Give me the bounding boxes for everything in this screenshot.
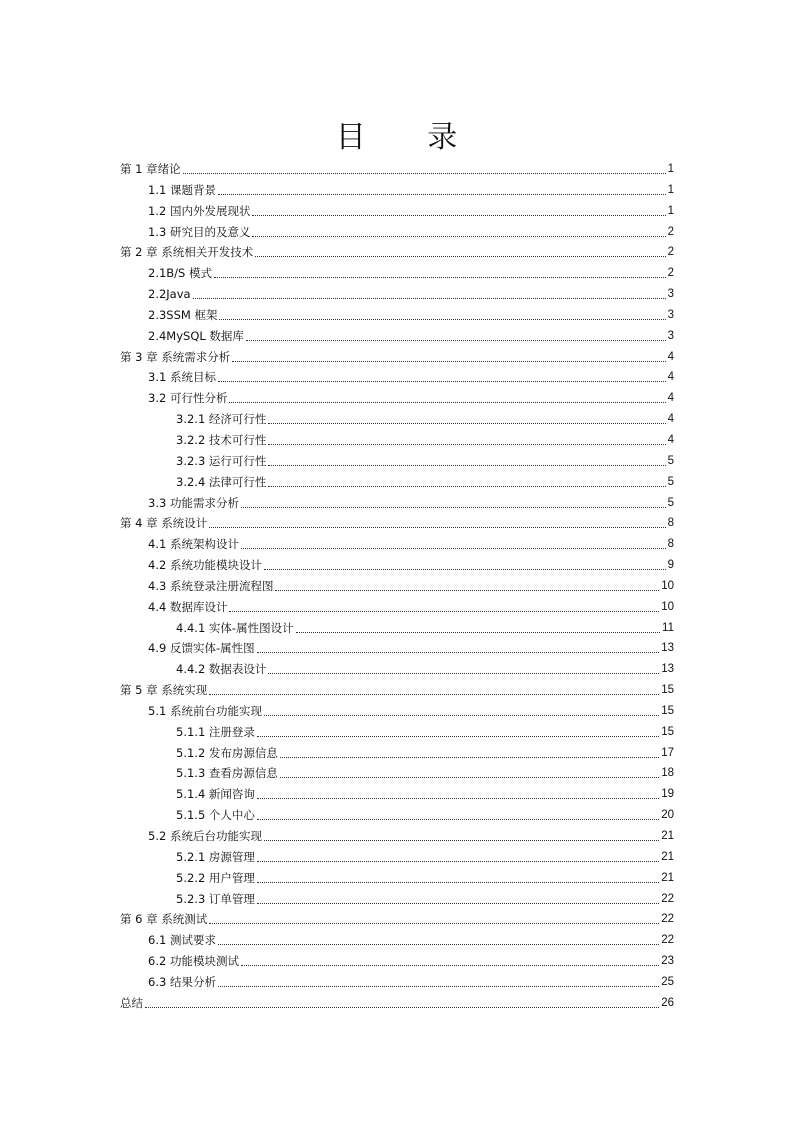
toc-entry-page-number: 22 — [661, 934, 674, 947]
toc-entry-page-number: 22 — [661, 913, 674, 926]
toc-entry-text: 5.1.3 查看房源信息 — [176, 766, 278, 781]
dot-leader — [209, 513, 665, 534]
toc-entry[interactable] — [0, 638, 793, 659]
dot-leader — [257, 889, 659, 910]
toc-entry[interactable] — [0, 847, 793, 868]
toc-entry-page-number: 21 — [661, 830, 674, 842]
toc-entry-text: 5.1.5 个人中心 — [176, 808, 255, 823]
toc-entry[interactable] — [0, 972, 793, 993]
dot-leader — [264, 555, 666, 576]
toc-entry-text: 第 4 章 系统设计 — [120, 516, 208, 531]
toc-entry-page-number: 4 — [667, 392, 674, 405]
dot-leader — [252, 201, 665, 222]
toc-entry-text: 3.2.3 运行可行性 — [176, 453, 267, 468]
dot-leader — [218, 367, 666, 388]
dot-leader — [257, 847, 659, 868]
toc-entry-page-number: 1 — [667, 183, 674, 196]
toc-entry-page-number: 18 — [661, 767, 674, 780]
dot-leader — [229, 597, 659, 618]
toc-entry[interactable] — [0, 180, 793, 201]
toc-entry-page-number: 25 — [661, 975, 674, 988]
toc-entry-text: 第 2 章 系统相关开发技术 — [120, 245, 254, 260]
toc-entry-page-number: 5 — [667, 475, 674, 488]
dot-leader — [214, 263, 666, 284]
toc-entry[interactable] — [0, 305, 793, 326]
toc-entry-page-number: 15 — [661, 684, 674, 697]
toc-entry-text: 5.2.3 订单管理 — [176, 891, 255, 906]
toc-entry-text: 4.9 反馈实体-属性图 — [148, 641, 255, 656]
dot-leader — [257, 868, 659, 889]
toc-entry-page-number: 2 — [667, 267, 674, 280]
toc-entry-page-number: 26 — [661, 996, 674, 1009]
toc-entry-text: 4.4.2 数据表设计 — [176, 662, 267, 677]
dot-leader — [183, 159, 666, 180]
dot-leader — [257, 784, 659, 805]
dot-leader — [268, 430, 665, 451]
dot-leader — [219, 305, 665, 326]
toc-entry[interactable] — [0, 451, 793, 472]
toc-entry[interactable] — [0, 597, 793, 618]
toc-entry-text: 6.1 测试要求 — [148, 933, 216, 948]
toc-entry[interactable] — [0, 409, 793, 430]
dot-leader — [209, 909, 659, 930]
toc-list — [0, 159, 793, 1014]
toc-entry-text: 3.3 功能需求分析 — [148, 495, 239, 510]
toc-entry[interactable] — [0, 930, 793, 951]
toc-entry-text: 第 1 章绪论 — [120, 162, 181, 176]
toc-entry-text: 第 6 章 系统测试 — [120, 912, 208, 927]
dot-leader — [218, 930, 659, 951]
toc-entry[interactable] — [0, 284, 793, 305]
toc-entry-page-number: 1 — [667, 163, 674, 175]
toc-entry-page-number: 1 — [667, 204, 674, 217]
toc-entry[interactable] — [0, 805, 793, 826]
toc-entry[interactable] — [0, 763, 793, 784]
toc-entry-text: 6.2 功能模块测试 — [148, 954, 239, 969]
toc-entry-text: 3.1 系统目标 — [148, 370, 216, 385]
dot-leader — [268, 659, 659, 680]
toc-entry-page-number: 21 — [661, 850, 674, 863]
dot-leader — [232, 347, 665, 368]
dot-leader — [264, 826, 659, 847]
toc-entry-text: 1.2 国内外发展现状 — [148, 203, 251, 218]
dot-leader — [268, 409, 665, 430]
toc-entry-page-number: 8 — [667, 517, 674, 530]
toc-entry-page-number: 15 — [661, 725, 674, 738]
toc-entry[interactable] — [0, 680, 793, 701]
toc-entry-page-number: 21 — [661, 871, 674, 884]
toc-entry-text: 5.2.1 房源管理 — [176, 849, 255, 864]
toc-entry-page-number: 3 — [667, 308, 674, 321]
dot-leader — [275, 576, 659, 597]
toc-entry[interactable] — [0, 784, 793, 805]
toc-entry-page-number: 3 — [667, 329, 674, 342]
toc-entry-text: 4.3 系统登录注册流程图 — [148, 578, 274, 593]
toc-entry[interactable] — [0, 618, 793, 639]
toc-entry[interactable] — [0, 743, 793, 764]
toc-entry[interactable] — [0, 534, 793, 555]
toc-entry[interactable] — [0, 555, 793, 576]
dot-leader — [252, 222, 665, 243]
dot-leader — [193, 284, 666, 305]
toc-entry-page-number: 4 — [667, 433, 674, 446]
toc-entry[interactable] — [0, 993, 793, 1014]
toc-entry[interactable] — [0, 388, 793, 409]
toc-entry[interactable] — [0, 326, 793, 347]
toc-entry-page-number: 4 — [667, 371, 674, 384]
toc-entry[interactable] — [0, 222, 793, 243]
toc-entry-page-number: 22 — [661, 892, 674, 905]
dot-leader — [218, 972, 659, 993]
toc-entry-text: 4.4.1 实体-属性图设计 — [176, 620, 294, 635]
toc-entry-page-number: 17 — [661, 746, 674, 759]
toc-entry-text: 2.2Java — [148, 287, 191, 302]
toc-title: 目 录 — [335, 120, 484, 155]
toc-entry-text: 6.3 结果分析 — [148, 974, 216, 989]
toc-entry-text: 1.3 研究目的及意义 — [148, 224, 251, 239]
toc-entry-page-number: 2 — [667, 225, 674, 238]
toc-entry-text: 5.2 系统后台功能实现 — [148, 829, 262, 843]
toc-entry-text: 第 5 章 系统实现 — [120, 683, 208, 698]
toc-entry[interactable] — [0, 201, 793, 222]
dot-leader — [296, 618, 660, 639]
dot-leader — [241, 534, 666, 555]
toc-entry[interactable] — [0, 576, 793, 597]
toc-entry-page-number: 4 — [667, 413, 674, 426]
toc-entry[interactable] — [0, 242, 793, 263]
toc-entry-page-number: 10 — [661, 600, 674, 613]
toc-entry[interactable] — [0, 493, 793, 514]
toc-entry-text: 3.2.2 技术可行性 — [176, 432, 267, 447]
toc-entry-text: 1.1 课题背景 — [148, 182, 216, 197]
toc-entry[interactable] — [0, 659, 793, 680]
toc-entry-text: 5.2.2 用户管理 — [176, 870, 255, 885]
toc-entry-page-number: 15 — [661, 704, 674, 717]
toc-entry[interactable] — [0, 951, 793, 972]
dot-leader — [268, 451, 665, 472]
toc-entry-text: 4.4 数据库设计 — [148, 599, 228, 614]
toc-entry[interactable] — [0, 909, 793, 930]
toc-entry-text: 第 3 章 系统需求分析 — [120, 349, 231, 364]
toc-entry-text: 4.1 系统架构设计 — [148, 537, 239, 552]
toc-entry[interactable] — [0, 347, 793, 368]
toc-entry[interactable] — [0, 513, 793, 534]
dot-leader — [257, 722, 659, 743]
dot-leader — [264, 701, 659, 722]
dot-leader — [257, 638, 660, 659]
dot-leader — [145, 993, 659, 1014]
toc-entry-text: 4.2 系统功能模块设计 — [148, 558, 262, 573]
toc-entry-page-number: 5 — [667, 496, 674, 509]
toc-entry[interactable] — [0, 722, 793, 743]
toc-entry[interactable] — [0, 367, 793, 388]
toc-entry-page-number: 9 — [667, 559, 674, 572]
toc-entry[interactable] — [0, 868, 793, 889]
dot-leader — [218, 180, 666, 201]
toc-entry-page-number: 3 — [667, 288, 674, 301]
toc-entry-text: 5.1.2 发布房源信息 — [176, 745, 278, 760]
dot-leader — [257, 805, 659, 826]
toc-entry-text: 5.1.4 新闻咨询 — [176, 787, 255, 802]
dot-leader — [255, 242, 665, 263]
toc-entry-text: 总结 — [120, 995, 143, 1010]
toc-entry-text: 2.1B/S 模式 — [148, 266, 213, 281]
toc-entry-page-number: 20 — [661, 809, 674, 822]
toc-entry-text: 3.2 可行性分析 — [148, 391, 228, 406]
toc-entry-text: 3.2.1 经济可行性 — [176, 412, 267, 427]
dot-leader — [209, 680, 659, 701]
toc-entry-page-number: 23 — [661, 955, 674, 968]
dot-leader — [241, 493, 666, 514]
dot-leader — [229, 388, 665, 409]
toc-entry[interactable] — [0, 889, 793, 910]
toc-entry[interactable] — [0, 430, 793, 451]
toc-entry-page-number: 2 — [667, 246, 674, 259]
toc-entry-text: 5.1 系统前台功能实现 — [148, 703, 262, 718]
toc-entry-text: 2.4MySQL 数据库 — [148, 328, 244, 343]
toc-entry-page-number: 5 — [667, 454, 674, 467]
toc-entry[interactable] — [0, 472, 793, 493]
toc-entry[interactable] — [0, 826, 793, 847]
toc-entry-page-number: 10 — [661, 579, 674, 592]
dot-leader — [241, 951, 659, 972]
toc-entry-page-number: 13 — [661, 642, 674, 655]
toc-entry[interactable] — [0, 159, 793, 180]
toc-entry[interactable] — [0, 701, 793, 722]
toc-entry-page-number: 13 — [661, 663, 674, 676]
dot-leader — [280, 743, 659, 764]
toc-entry-text: 2.3SSM 框架 — [148, 307, 218, 322]
dot-leader — [280, 763, 659, 784]
toc-entry-page-number: 4 — [667, 350, 674, 363]
dot-leader — [246, 326, 666, 347]
toc-entry-text: 5.1.1 注册登录 — [176, 724, 255, 739]
toc-entry[interactable] — [0, 263, 793, 284]
toc-entry-text: 3.2.4 法律可行性 — [176, 474, 267, 489]
dot-leader — [268, 472, 665, 493]
toc-entry-page-number: 19 — [661, 788, 674, 801]
toc-entry-page-number: 8 — [667, 538, 674, 551]
toc-entry-page-number: 11 — [662, 621, 674, 634]
